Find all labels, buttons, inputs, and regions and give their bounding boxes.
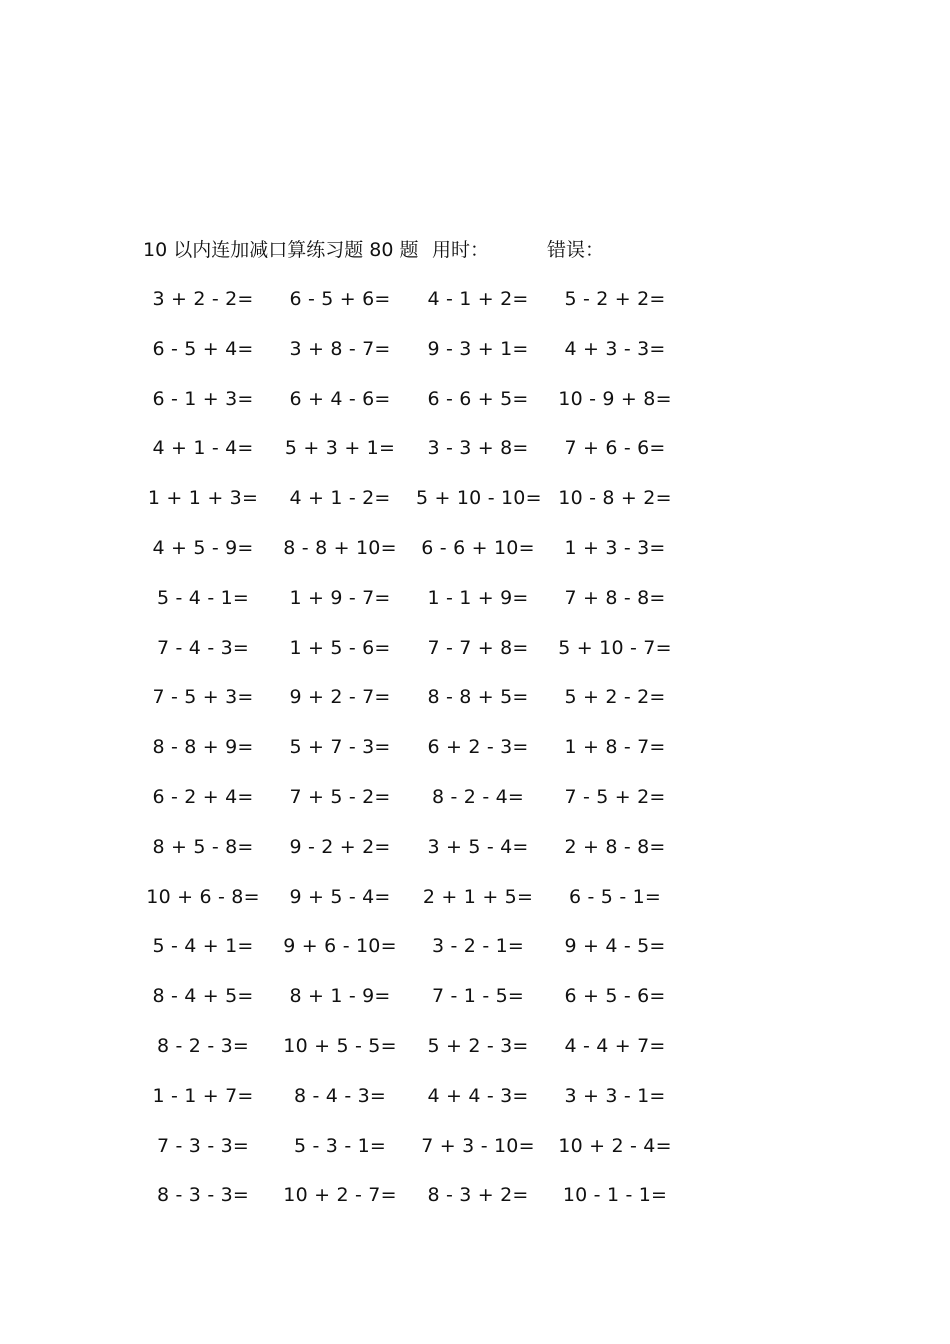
arithmetic-problem: 10 + 5 - 5=	[283, 1034, 397, 1057]
problem-grid	[0, 285, 950, 1231]
arithmetic-problem: 1 - 1 + 7=	[152, 1084, 254, 1107]
arithmetic-problem: 7 - 5 + 2=	[564, 785, 666, 808]
problem-row	[0, 1032, 950, 1082]
arithmetic-problem: 5 - 2 + 2=	[564, 288, 666, 310]
worksheet-title: 10 以内连加减口算练习题 80 题	[143, 239, 419, 261]
arithmetic-problem: 6 - 1 + 3=	[152, 387, 254, 410]
arithmetic-problem: 3 - 3 + 8=	[427, 437, 529, 460]
time-used-label: 用时：	[432, 239, 490, 261]
problem-row	[0, 1132, 950, 1182]
arithmetic-problem: 8 - 8 + 10=	[283, 536, 397, 559]
arithmetic-problem: 8 - 4 - 3=	[293, 1084, 387, 1107]
problem-row	[0, 584, 950, 634]
arithmetic-problem: 6 - 2 + 4=	[152, 785, 254, 808]
arithmetic-problem: 8 + 1 - 9=	[289, 985, 391, 1008]
arithmetic-problem: 6 - 6 + 10=	[421, 536, 535, 559]
arithmetic-problem: 1 - 1 + 9=	[427, 586, 529, 609]
arithmetic-problem: 7 - 1 - 5=	[431, 985, 525, 1008]
arithmetic-problem: 4 + 1 - 2=	[289, 487, 391, 510]
arithmetic-problem: 7 + 8 - 8=	[564, 586, 666, 609]
problem-row	[0, 484, 950, 534]
arithmetic-problem: 8 - 3 - 3=	[156, 1184, 250, 1207]
arithmetic-problem: 3 + 3 - 1=	[564, 1084, 666, 1107]
arithmetic-problem: 4 + 1 - 4=	[152, 437, 254, 460]
arithmetic-problem: 9 + 4 - 5=	[564, 935, 666, 958]
problem-row	[0, 434, 950, 484]
problem-row	[0, 733, 950, 783]
arithmetic-problem: 9 - 3 + 1=	[427, 337, 529, 360]
arithmetic-problem: 9 + 6 - 10=	[283, 935, 397, 958]
problem-row	[0, 683, 950, 733]
problem-row	[0, 783, 950, 833]
arithmetic-problem: 3 + 8 - 7=	[289, 337, 391, 360]
problem-row	[0, 385, 950, 435]
arithmetic-problem: 6 + 4 - 6=	[289, 387, 391, 410]
arithmetic-problem: 7 - 3 - 3=	[156, 1134, 250, 1157]
arithmetic-problem: 8 - 4 + 5=	[152, 985, 254, 1008]
problem-row	[0, 1082, 950, 1132]
arithmetic-problem: 4 + 5 - 9=	[152, 536, 254, 559]
arithmetic-problem: 5 + 2 - 2=	[564, 686, 666, 709]
problem-row	[0, 335, 950, 385]
arithmetic-problem: 10 + 2 - 7=	[283, 1184, 397, 1207]
problem-row	[0, 932, 950, 982]
arithmetic-problem: 7 + 5 - 2=	[289, 785, 391, 808]
arithmetic-problem: 10 + 6 - 8=	[146, 885, 260, 908]
error-count-label: 错误：	[547, 239, 605, 261]
arithmetic-problem: 5 + 10 - 10=	[416, 487, 542, 510]
arithmetic-problem: 9 + 5 - 4=	[289, 885, 391, 908]
arithmetic-problem: 8 + 5 - 8=	[152, 835, 254, 858]
worksheet-header	[0, 236, 950, 264]
problem-row	[0, 285, 950, 335]
arithmetic-problem: 8 - 2 - 4=	[431, 785, 525, 808]
arithmetic-problem: 3 + 5 - 4=	[427, 835, 529, 858]
arithmetic-problem: 3 - 2 - 1=	[431, 935, 525, 958]
arithmetic-problem: 10 + 2 - 4=	[558, 1134, 672, 1157]
arithmetic-problem: 3 + 2 - 2=	[152, 288, 254, 310]
arithmetic-problem: 10 - 8 + 2=	[558, 487, 672, 510]
arithmetic-problem: 4 + 4 - 3=	[427, 1084, 529, 1107]
arithmetic-problem: 5 + 3 + 1=	[284, 437, 396, 460]
arithmetic-problem: 4 - 1 + 2=	[427, 288, 529, 310]
arithmetic-problem: 6 - 6 + 5=	[427, 387, 529, 410]
problem-row	[0, 883, 950, 933]
arithmetic-problem: 6 - 5 - 1=	[568, 885, 662, 908]
arithmetic-problem: 1 + 5 - 6=	[289, 636, 391, 659]
arithmetic-problem: 5 - 3 - 1=	[293, 1134, 387, 1157]
arithmetic-problem: 7 - 5 + 3=	[152, 686, 254, 709]
arithmetic-problem: 1 + 9 - 7=	[289, 586, 391, 609]
arithmetic-problem: 10 - 9 + 8=	[558, 387, 672, 410]
arithmetic-problem: 1 + 8 - 7=	[564, 736, 666, 759]
problem-row	[0, 634, 950, 684]
problem-row	[0, 833, 950, 883]
arithmetic-problem: 7 - 7 + 8=	[427, 636, 529, 659]
arithmetic-problem: 2 + 8 - 8=	[564, 835, 666, 858]
arithmetic-problem: 6 - 5 + 6=	[289, 288, 391, 310]
arithmetic-problem: 6 + 5 - 6=	[564, 985, 666, 1008]
arithmetic-problem: 7 - 4 - 3=	[156, 636, 250, 659]
arithmetic-problem: 6 + 2 - 3=	[427, 736, 529, 759]
arithmetic-problem: 5 - 4 - 1=	[156, 586, 250, 609]
arithmetic-problem: 6 - 5 + 4=	[152, 337, 254, 360]
arithmetic-problem: 5 - 4 + 1=	[152, 935, 254, 958]
arithmetic-problem: 8 - 8 + 9=	[152, 736, 254, 759]
arithmetic-problem: 5 + 2 - 3=	[427, 1034, 529, 1057]
arithmetic-problem: 5 + 7 - 3=	[289, 736, 391, 759]
arithmetic-problem: 5 + 10 - 7=	[558, 636, 672, 659]
problem-row	[0, 982, 950, 1032]
problem-row	[0, 1181, 950, 1231]
arithmetic-problem: 7 + 6 - 6=	[564, 437, 666, 460]
arithmetic-problem: 8 - 2 - 3=	[156, 1034, 250, 1057]
arithmetic-problem: 9 - 2 + 2=	[289, 835, 391, 858]
arithmetic-problem: 8 - 3 + 2=	[427, 1184, 529, 1207]
arithmetic-problem: 7 + 3 - 10=	[421, 1134, 535, 1157]
arithmetic-problem: 4 + 3 - 3=	[564, 337, 666, 360]
arithmetic-problem: 9 + 2 - 7=	[289, 686, 391, 709]
arithmetic-problem: 4 - 4 + 7=	[564, 1034, 666, 1057]
arithmetic-problem: 8 - 8 + 5=	[427, 686, 529, 709]
arithmetic-problem: 1 + 1 + 3=	[147, 487, 259, 510]
arithmetic-problem: 10 - 1 - 1=	[562, 1184, 668, 1207]
arithmetic-problem: 2 + 1 + 5=	[422, 885, 534, 908]
problem-row	[0, 534, 950, 584]
arithmetic-problem: 1 + 3 - 3=	[564, 536, 666, 559]
